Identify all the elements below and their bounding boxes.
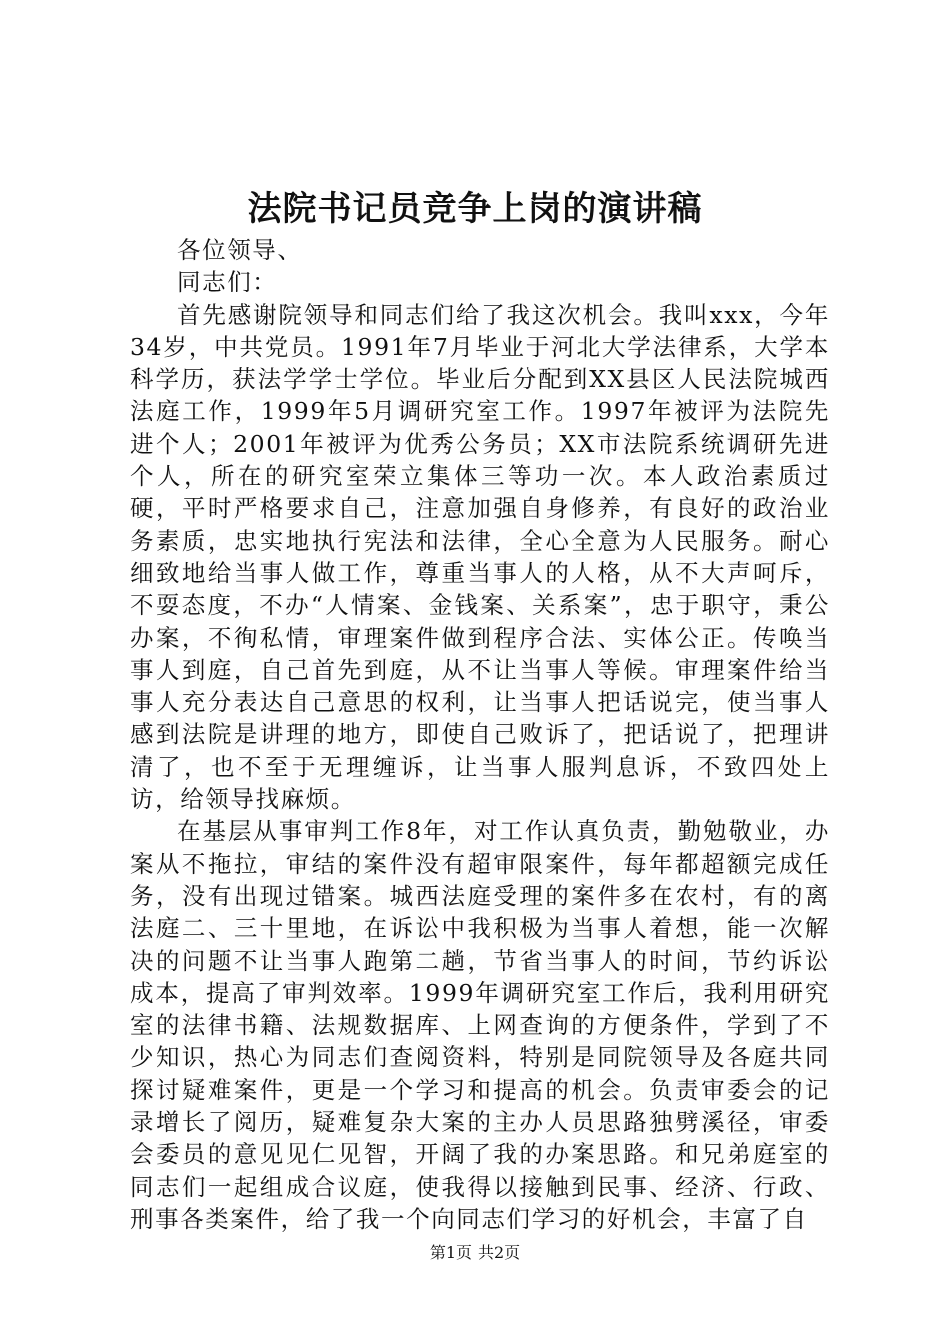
body-paragraph: 首先感谢院领导和同志们给了我这次机会。我叫xxx，今年34岁，中共党员。1991年7月毕业于河北大学法律系，大学本科学历，获法学学士学位。毕业后分配到XX县区人民法院城西法庭工作，1999年5月调研究室工作。1997年被评为法院先进个人；2001年被评为优秀公务员；XX市法院系统调研先进个人，所在的研究室荣立集体三等功一次。本人政治素质过硬，平时严格要求自己，注意加强自身修养，有良好的政治业务素质，忠实地执行宪法和法律，全心全意为人民服务。耐心细致地给当事人做工作，尊重当事人的人格，从不大声呵斥，不耍态度，不办“人情案、金钱案、关系案”，忠于职守，秉公办案，不徇私情，审理案件做到程序合法、实体公正。传唤当事人到庭，自己首先到庭，从不让当事人等候。审理案件给当事人充分表达自己意思的权利，让当事人把话说完，使当事人感到法院是讲理的地方，即使自己败诉了，把话说了，把理讲清了，也不至于无理缠诉，让当事人服判息诉，不致四处上访，给领导找麻烦。: [130, 300, 830, 814]
page-footer: [0, 1241, 950, 1265]
page-number: 第1页: [429, 1243, 472, 1262]
document-body: [130, 234, 830, 1235]
document-title: 法院书记员竞争上岗的演讲稿: [247, 189, 703, 229]
page-total: 共2页: [478, 1243, 521, 1262]
salutation-line: 同志们：: [177, 268, 278, 297]
body-paragraph: 在基层从事审判工作8年，对工作认真负责，勤勉敬业，办案从不拖拉，审结的案件没有超审限案件，每年都超额完成任务，没有出现过错案。城西法庭受理的案件多在农村，有的离法庭二、三十里地，在诉讼中我积极为当事人着想，能一次解决的问题不让当事人跑第二趟，节省当事人的时间，节约诉讼成本，提高了审判效率。1999年调研究室工作后，我利用研究室的法律书籍、法规数据库、上网查询的方便条件，学到了不少知识，热心为同志们查阅资料，特别是同院领导及各庭共同探讨疑难案件，更是一个学习和提高的机会。负责审委会的记录增长了阅历，疑难复杂大案的主办人员思路独劈溪径，审委会委员的意见见仁见智，开阔了我的办案思路。和兄弟庭室的同志们一起组成合议庭，使我得以接触到民事、经济、行政、刑事各类案件，给了我一个向同志们学习的好机会，丰富了自: [130, 817, 830, 1233]
salutation-line: 各位领导、: [177, 236, 303, 264]
